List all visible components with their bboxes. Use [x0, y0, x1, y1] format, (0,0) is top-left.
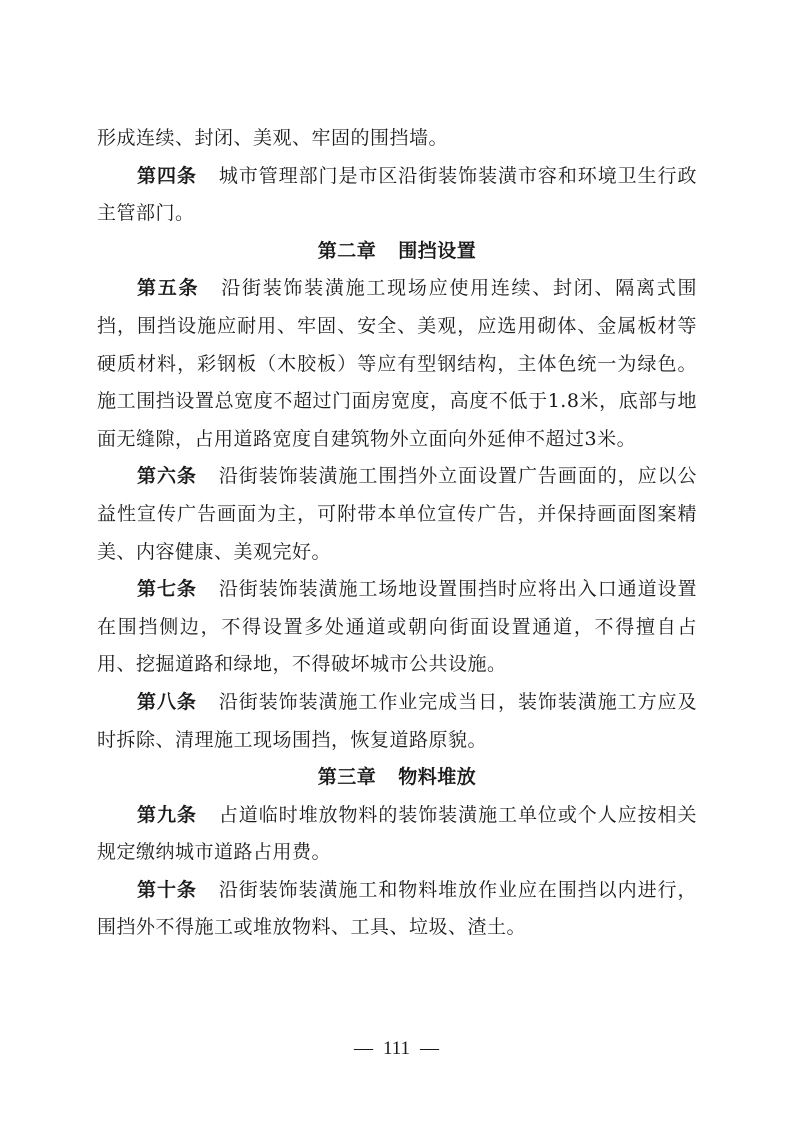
- article-number: 第十条: [137, 878, 197, 901]
- article-5: [97, 270, 697, 458]
- article-number: 第九条: [137, 803, 197, 826]
- article-number: 第四条: [137, 164, 197, 187]
- chapter-number: 第三章: [317, 766, 377, 789]
- chapter-2-heading: [97, 233, 697, 271]
- page-content: [97, 120, 697, 947]
- continuation-paragraph: 形成连续、封闭、美观、牢固的围挡墙。: [97, 127, 449, 149]
- article-number: 第六条: [137, 465, 197, 488]
- article-8: [97, 684, 697, 759]
- article-4: [97, 158, 697, 233]
- article-text: 沿街装饰装潢施工现场应使用连续、封闭、隔离式围挡，围挡设施应耐用、牢固、安全、美观，应选用砌体、金属板材等硬质材料，彩钢板（木胶板）等应有型钢结构，主体色统一为绿色。施工围挡设置总宽度不超过门面房宽度，高度不低于1.8米，底部与地面无缝隙，占用道路宽度自建筑物外立面向外延伸不超过3米。: [97, 277, 697, 450]
- article-text: 沿街装饰装潢施工作业完成当日，装饰装潢施工方应及时拆除、清理施工现场围挡，恢复道路原貌。: [97, 690, 697, 751]
- article-text: 沿街装饰装潢施工场地设置围挡时应将出入口通道设置在围挡侧边，不得设置多处通道或朝向街面设置通道，不得擅自占用、挖掘道路和绿地，不得破坏城市公共设施。: [97, 578, 697, 676]
- chapter-number: 第二章: [317, 239, 377, 262]
- page-number: 111: [382, 1038, 411, 1059]
- article-10: [97, 872, 697, 947]
- article-text: 沿街装饰装潢施工围挡外立面设置广告画面的，应以公益性宣传广告画面为主，可附带本单位宣传广告，并保持画面图案精美、内容健康、美观完好。: [97, 465, 697, 563]
- article-text: 城市管理部门是市区沿街装饰装潢市容和环境卫生行政主管部门。: [97, 164, 697, 225]
- article-7: [97, 571, 697, 684]
- article-9: [97, 797, 697, 872]
- footer-dash-left: —: [353, 1038, 373, 1059]
- article-number: 第五条: [137, 277, 200, 300]
- article-number: 第八条: [137, 690, 197, 713]
- article-text: 占道临时堆放物料的装饰装潢施工单位或个人应按相关规定缴纳城市道路占用费。: [97, 803, 697, 864]
- chapter-title: 围挡设置: [398, 239, 477, 262]
- article-text: 沿街装饰装潢施工和物料堆放作业应在围挡以内进行，围挡外不得施工或堆放物料、工具、垃圾、渣土。: [97, 878, 697, 939]
- page-footer: [0, 1038, 793, 1060]
- chapter-title: 物料堆放: [398, 766, 477, 789]
- footer-dash-right: —: [420, 1038, 440, 1059]
- article-6: [97, 458, 697, 571]
- chapter-3-heading: [97, 759, 697, 797]
- article-number: 第七条: [137, 578, 197, 601]
